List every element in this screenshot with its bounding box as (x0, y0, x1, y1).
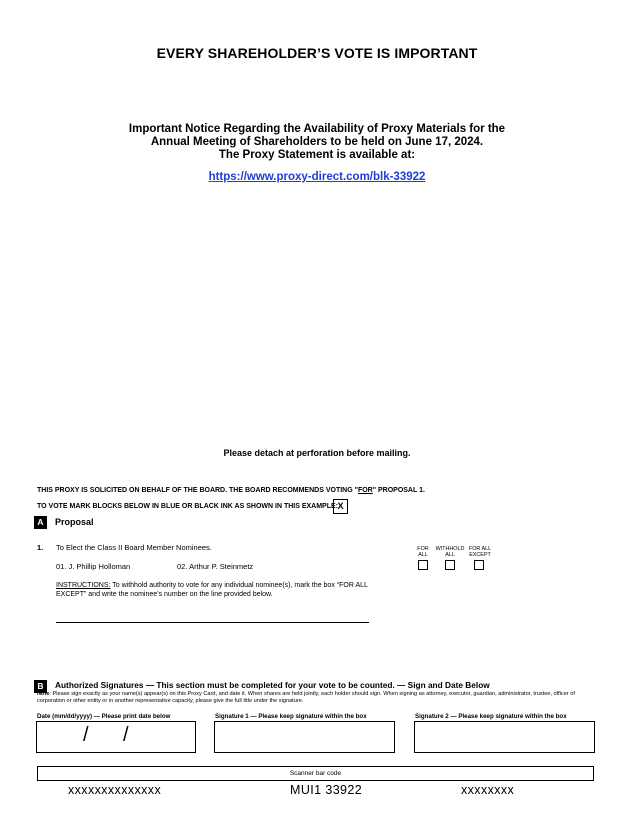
mark-instruction: TO VOTE MARK BLOCKS BELOW IN BLUE OR BLACK INK AS SHOWN IN THIS EXAMPLE: (37, 503, 338, 510)
notice-line-2: Annual Meeting of Shareholders to be held on June 17, 2024. (150, 136, 484, 148)
nominee-2: 02. Arthur P. Steinmetz (177, 562, 254, 571)
vote-header-line: WITHHOLD (435, 546, 465, 552)
section-b-title (55, 680, 490, 690)
vote-header-for-all (408, 547, 438, 558)
signature-2-label: Signature 2 — Please keep signature within the box (415, 713, 567, 720)
code-middle: MUI1 33922 (290, 783, 363, 797)
proxy-statement-link[interactable]: https://www.proxy-direct.com/blk-33922 (208, 171, 426, 183)
instructions-label: INSTRUCTIONS: (56, 582, 111, 589)
scanner-barcode-box: Scanner bar code (37, 766, 594, 781)
section-a-title: Proposal (55, 517, 94, 527)
vote-header-for-all-except (465, 547, 495, 558)
withhold-instructions (56, 581, 376, 599)
withhold-all-checkbox[interactable] (445, 560, 455, 570)
date-separator: / (83, 724, 89, 746)
vote-header-withhold-all (435, 547, 465, 558)
section-a-letter: A (34, 516, 47, 529)
vote-header-line: ALL (418, 551, 428, 558)
date-field[interactable] (36, 721, 196, 753)
proxy-notice (0, 123, 634, 162)
note-text: : Please sign exactly as your name(s) appear(s) on this Proxy Card, and date it. When shares are held jointly, each holder should sign. When signing as attorney, executor, guardian, administrator, trustee, officer of corporation or other entity or in another representative capacity, please give the full title under the signature. (37, 691, 575, 704)
vote-header-line: ALL (445, 551, 455, 558)
nominee-1: 01. J. Phillip Holloman (56, 562, 131, 571)
detach-instruction: Please detach at perforation before mailing. (223, 448, 411, 458)
date-separator: / (123, 724, 129, 746)
nominee-number-write-line[interactable] (56, 622, 369, 623)
signature-1-field[interactable] (214, 721, 395, 753)
section-b-title-rest: — This section must be completed for your vote to be counted. — Sign and Date Below (143, 680, 490, 690)
proposal-number: 1. (37, 543, 44, 552)
solicit-text-start: THIS PROXY IS SOLICITED ON BEHALF OF THE BOARD. THE BOARD RECOMMENDS VOTING " (37, 487, 358, 494)
proxy-link-container (0, 171, 634, 183)
example-mark-box: X (333, 499, 348, 514)
instructions-text: To withhold authority to vote for any individual nominee(s), mark the box “FOR ALL EXCEPT” and write the nominee’s number on the line provided below. (56, 582, 368, 598)
notice-line-1: Important Notice Regarding the Availability of Proxy Materials for the (128, 123, 506, 135)
proposal-text: To Elect the Class II Board Member Nominees. (56, 543, 212, 552)
solicit-for: FOR (357, 487, 373, 494)
vote-header-line: EXCEPT (469, 551, 491, 558)
code-left: xxxxxxxxxxxxxx (68, 783, 162, 797)
date-label: Date (mm/dd/yyyy) — Please print date below (37, 713, 171, 720)
for-all-checkbox[interactable] (418, 560, 428, 570)
board-recommendation (37, 487, 425, 494)
vote-header-line: FOR (417, 546, 429, 552)
signature-1-label: Signature 1 — Please keep signature within the box (215, 713, 367, 720)
code-right: xxxxxxxx (461, 783, 515, 797)
section-b-letter: B (34, 680, 47, 693)
for-all-except-checkbox[interactable] (474, 560, 484, 570)
page-headline: EVERY SHAREHOLDER’S VOTE IS IMPORTANT (156, 45, 478, 61)
vote-header-line: FOR ALL (468, 546, 492, 552)
section-b-title-main: Authorized Signatures (55, 680, 144, 690)
signature-2-field[interactable] (414, 721, 595, 753)
solicit-text-end: " PROPOSAL 1. (372, 487, 425, 494)
note-label: Note (37, 691, 50, 697)
signature-note (37, 691, 597, 705)
notice-line-3: The Proxy Statement is available at: (218, 149, 416, 161)
